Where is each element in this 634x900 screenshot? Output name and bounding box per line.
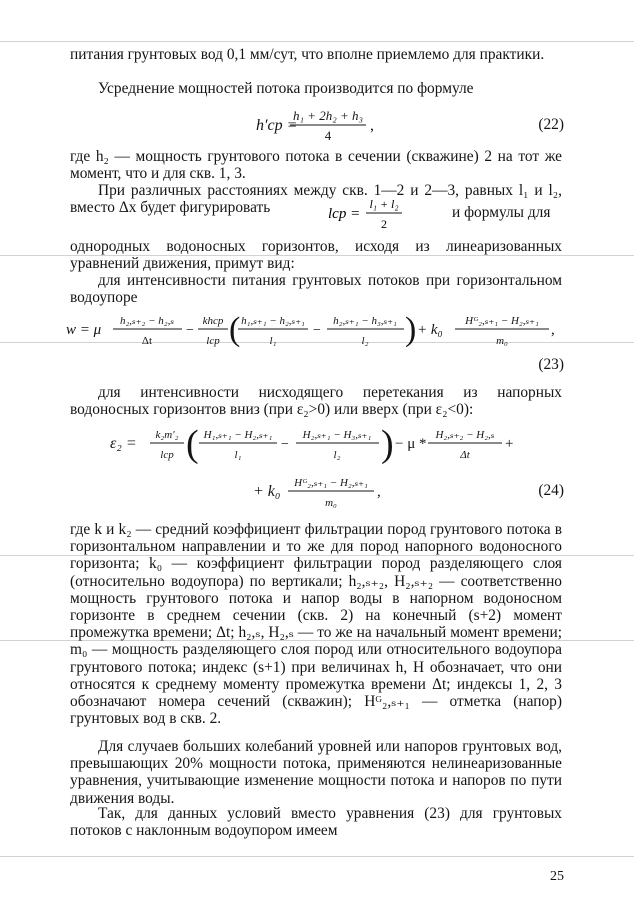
eq24-f2-num: H₁,ₛ₊₁ − H₂,ₛ₊₁ [203,429,273,441]
scan-rule [0,41,634,42]
eq22-denominator: 4 [324,128,332,143]
eq23-lhs: w = μ [66,322,102,338]
lcp-denominator: 2 [381,217,387,231]
eq23-f4-den: l₂ [361,335,369,347]
eq23-f3-num: h₁,ₛ₊₁ − h₂,ₛ₊₁ [241,315,305,327]
eq23-right-paren: ) [405,311,417,348]
equation-number: (24) [538,482,564,499]
eq24-f5-den: m₀ [325,497,337,509]
eq23-f4-num: h₂,ₛ₊₁ − h₃,ₛ₊₁ [333,315,397,327]
page-number: 25 [550,869,564,884]
paragraph-10: Так, для данных условий вместо уравнения (23) для грунтовых потоков с наклонным водоупором имеем [70,805,562,840]
eq24-line2-k0: + k₀ [253,483,281,500]
equation-number: (23) [538,356,564,373]
lcp-formula [328,197,438,240]
paragraph-1: питания грунтовых вод 0,1 мм/сут, что вполне приемлемо для практики. [70,46,545,63]
eq24-f3-num: H₂,ₛ₊₁ − H₃,ₛ₊₁ [302,429,372,441]
paragraph-5: однородных водоносных горизонтов, исходя из линеаризованных уравнений движения, примут вид: [70,238,562,273]
scan-rule [0,856,634,857]
eq24-minus: − [281,437,289,452]
eq23-minus-2: − [313,323,321,338]
eq22-numerator: h₁ + 2h₂ + h₃ [292,108,364,123]
paragraph-7: для интенсивности нисходящего перетекания из напорных водоносных горизонтов вниз (при ε₂>0) или вверх (при ε₂<0): [70,384,562,419]
eq24-left-paren: ( [186,423,199,465]
paragraph-9: Для случаев больших колебаний уровней или напоров грунтовых вод, превышающих 20% мощности потока, применяются нелинеаризованные уравнения, учитывающие изменение мощности потока и напоров по пути движения воды. [70,738,562,807]
eq23-left-paren: ( [229,311,241,348]
eq22-lhs: h′ср = [256,117,298,134]
paragraph-4-text: При различных расстояниях между скв. 1—2 и 2—3, равных l₁ и l₂, вместо Δx будет фигурировать [70,182,562,217]
eq23-minus: − [186,323,194,338]
eq23-f2-num: khср [202,315,224,327]
eq24-tail: , [377,484,381,500]
paragraph-4 [70,182,562,242]
lcp-numerator: l₁ + l₂ [369,197,399,211]
equation-number: (22) [538,116,564,133]
eq24-f4-den: Δt [460,449,470,461]
eq24-minus-mu: − μ * [395,436,427,452]
eq24-f5-num: Hᴳ₂,ₛ₊₁ − H₂,ₛ₊₁ [294,477,368,489]
paragraph-6: для интенсивности питания грунтовых потоков при горизонтальном водоупоре [70,272,562,307]
eq24-f1-num: k₂m′₂ [155,429,179,441]
eq24-f1-den: lср [160,449,174,461]
paragraph-3: где h₂ — мощность грунтового потока в сечении (скважине) 2 на тот же момент, что и для скв. 1, 3. [70,148,562,183]
eq23-f1-num: h₂,ₛ₊₂ − h₂,ₛ [119,315,175,327]
eq24-right-paren: ) [381,423,394,465]
eq22-tail: , [370,117,374,134]
equation-24 [0,418,634,518]
eq23-plus-k0: + k₀ [417,322,443,338]
eq24-plus: + [505,436,514,452]
eq23-tail: , [551,322,555,338]
paragraph-8: где k и k₂ — средний коэффициент фильтрации пород грунтового потока в горизонтальном направлении и то же для пород напорного водоносного горизонта; k₀ — коэффициент фильтрации пород разделяющего слоя (относительно водоупора) по вертикали; h₂,ₛ₊₂, H₂,ₛ₊₂ — соответственно мощность грунтового потока и напор воды в напорном водоносном горизонте в среднем сечении (скв. 2) на конечный (s+2) момент промежутка времени; Δt; h₂,ₛ, H₂,ₛ — то же на начальный момент времени; m₀ — мощность разделяющего слоя пород или относительного водоупора грунтового потока; индекс (s+1) при величинах h, H обозначает, что они относятся к среднему моменту промежутка времени Δt; индексы 1, 2, 3 обозначают номера сечений (скважин); Hᴳ₂,ₛ₊₁ — отметка (напор) грунтовых вод в скв. 2. [70,521,562,728]
eq24-f3-den: l₂ [333,449,341,461]
eq24-f4-num: H₂,ₛ₊₂ − H₂,ₛ [435,429,495,441]
paragraph-2: Усреднение мощностей потока производится по формуле [98,80,474,97]
eq23-f1-den: Δt [141,335,153,347]
equation-23 [0,308,634,388]
eq24-f2-den: l₁ [234,449,242,461]
lcp-lhs: lср = [328,206,361,222]
eq24-lhs: ε₂ = [110,435,137,452]
equation-22 [0,106,634,146]
eq23-f2-den: lср [206,335,220,347]
paragraph-4-end: и формулы для [452,204,551,221]
eq23-f5-den: m₀ [496,335,508,347]
eq23-f5-num: Hᴳ₂,ₛ₊₁ − H₂,ₛ₊₁ [465,315,539,327]
eq23-f3-den: l₁ [269,335,277,347]
